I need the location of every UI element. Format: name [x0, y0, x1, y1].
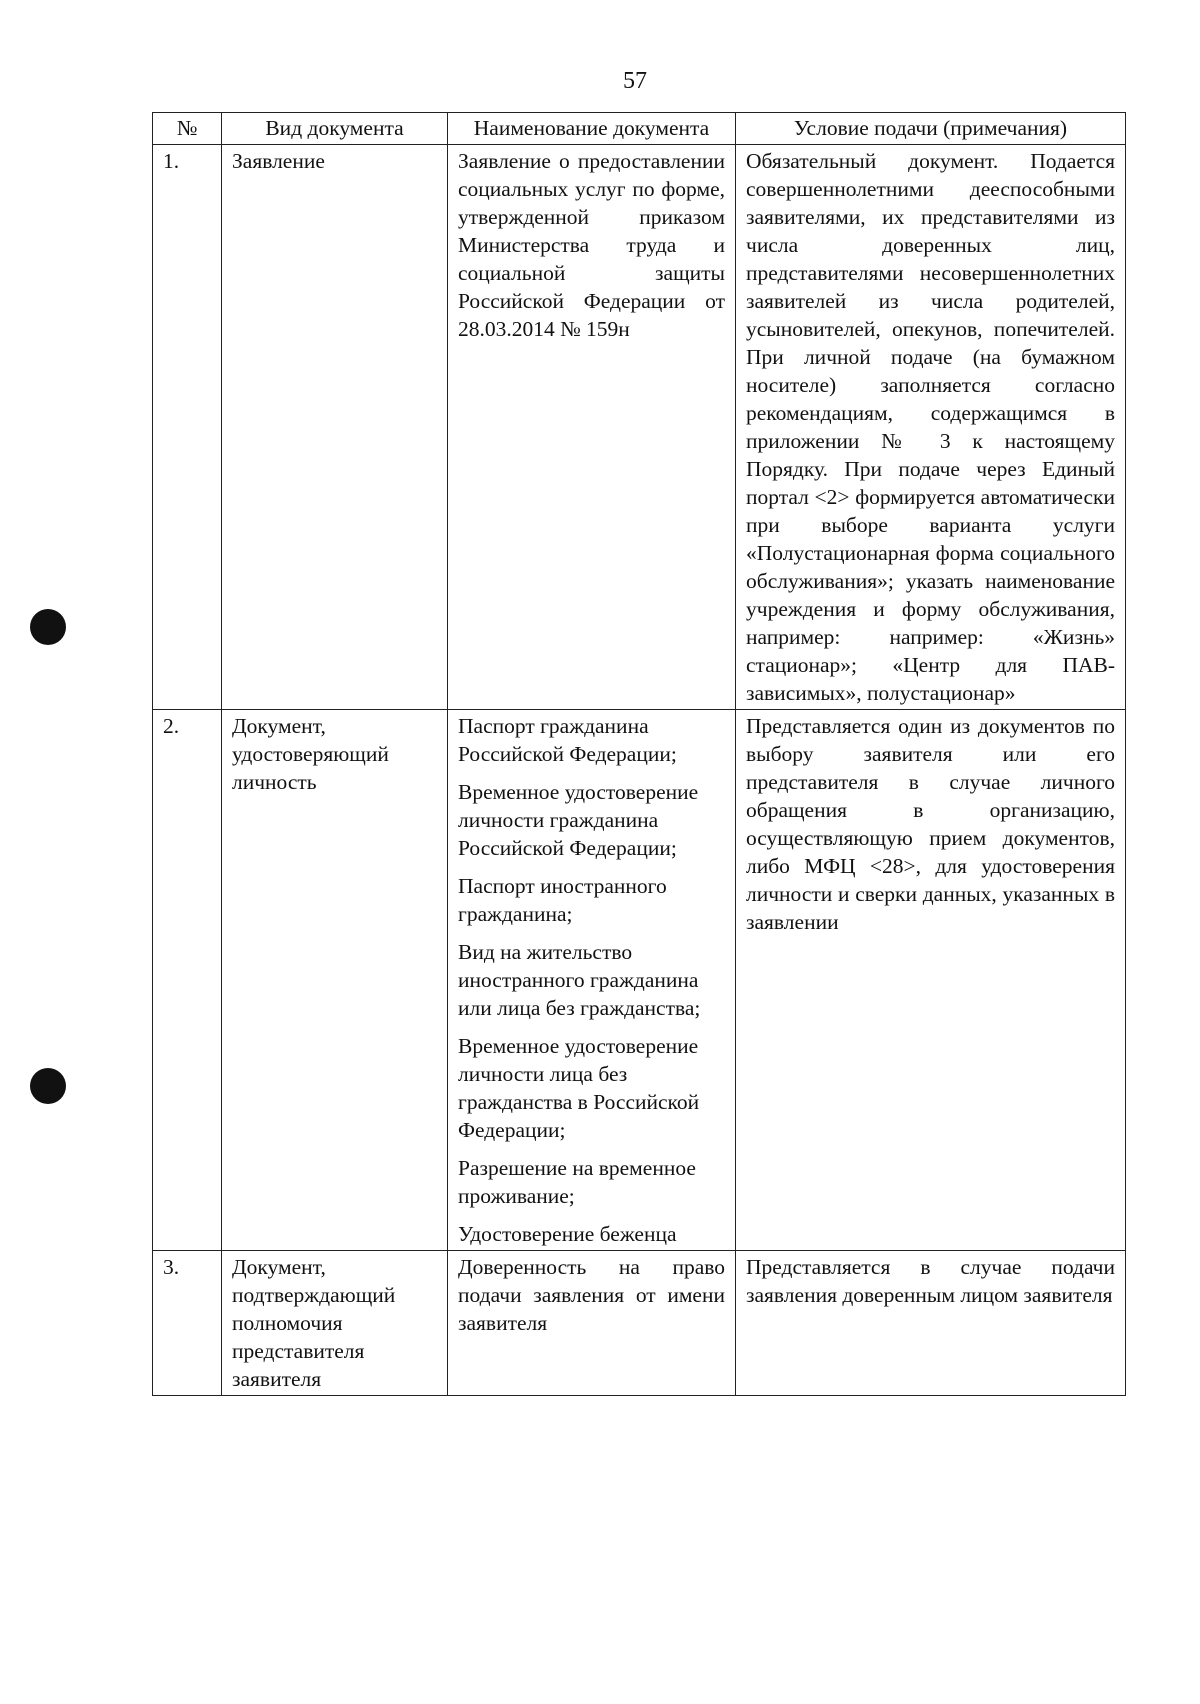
row-condition: Представляется в случае подачи заявления доверенным лицом заявителя	[736, 1251, 1126, 1396]
row-doc-type: Заявление	[222, 145, 448, 710]
row-condition: Представляется один из документов по выбору заявителя или его представителя в случае личного обращения в организацию, осуществляющую прием документов, либо МФЦ <28>, для удостоверения личности и сверки данных, указанных в заявлении	[736, 710, 1126, 1251]
table-row	[153, 1251, 1126, 1396]
doc-name-item: Вид на жительство иностранного гражданина или лица без гражданства;	[458, 940, 701, 1020]
row-doc-name	[448, 145, 736, 710]
page-number: 57	[623, 68, 647, 94]
doc-name-item: Временное удостоверение личности гражданина Российской Федерации;	[458, 780, 699, 860]
row-doc-type: Документ, подтверждающий полномочия представителя заявителя	[222, 1251, 448, 1396]
header-doc-type: Вид документа	[222, 113, 448, 145]
doc-name-item: Заявление о предоставлении социальных услуг по форме, утвержденной приказом Министерства труда и социальной защиты Российской Федерации от 28.03.2014 № 159н	[458, 149, 725, 341]
row-doc-name	[448, 1251, 736, 1396]
documents-table	[152, 112, 1126, 1396]
row-condition: Обязательный документ. Подается совершеннолетними дееспособными заявителями, их представителями из числа доверенных лиц, представителями несовершеннолетних заявителей из числа родителей, усыновителей, опекунов, попечителей. При личной подаче (на бумажном носителе) заполняется согласно рекомендациям, содержащимся в приложении № 3 к настоящему Порядку. При подаче через Единый портал <2> формируется автоматически при выборе варианта услуги «Полустационарная форма социального обслуживания»; указать наименование учреждения и форму обслуживания, например: например: «Жизнь» стационар»; «Центр для ПАВ-зависимых», полустационар»	[736, 145, 1126, 710]
header-num: №	[153, 113, 222, 145]
row-number: 1.	[153, 145, 222, 710]
doc-name-item: Доверенность на право подачи заявления от имени заявителя	[458, 1255, 725, 1335]
row-number: 3.	[153, 1251, 222, 1396]
row-number: 2.	[153, 710, 222, 1251]
header-doc-name: Наименование документа	[448, 113, 736, 145]
table-row	[153, 710, 1126, 1251]
row-doc-type: Документ, удостоверяющий личность	[222, 710, 448, 1251]
binder-hole-top	[30, 609, 66, 645]
header-condition: Условие подачи (примечания)	[736, 113, 1126, 145]
doc-name-item: Разрешение на временное проживание;	[458, 1156, 696, 1208]
table-row	[153, 145, 1126, 710]
doc-name-item: Временное удостоверение личности лица без гражданства в Российской Федерации;	[458, 1034, 700, 1142]
row-doc-name	[448, 710, 736, 1251]
doc-name-item: Паспорт иностранного гражданина;	[458, 874, 667, 926]
doc-name-item: Паспорт гражданина Российской Федерации;	[458, 714, 677, 766]
binder-hole-bottom	[30, 1068, 66, 1104]
doc-name-item: Удостоверение беженца	[458, 1222, 677, 1246]
table-header-row	[153, 113, 1126, 145]
